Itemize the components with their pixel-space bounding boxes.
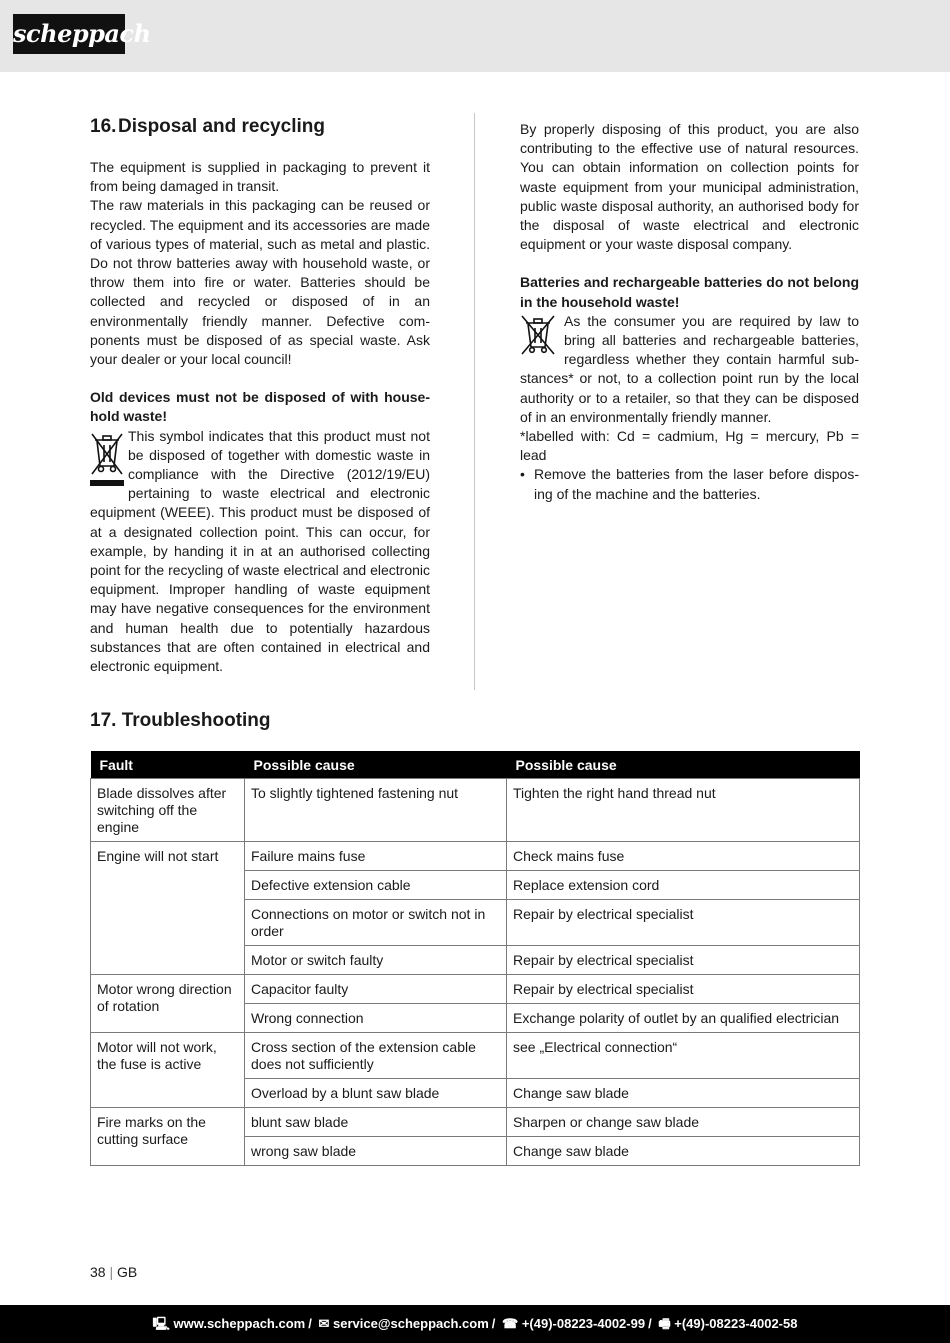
- left-column: [90, 114, 430, 676]
- table-row: [91, 1108, 860, 1137]
- section-16-title: 16.Disposal and recycling: [90, 116, 325, 137]
- table-header-row: [91, 751, 860, 779]
- cause-cell: Cross section of the extension cable does not sufficiently: [245, 1033, 507, 1079]
- cause-cell: Overload by a blunt saw blade: [245, 1079, 507, 1108]
- section-17-title: 17. Troubleshooting: [90, 710, 271, 731]
- fault-cell: Motor wrong direction of rotation: [91, 975, 245, 1033]
- labelled-note: *labelled with: Cd = cadmium, Hg = mercury, Pb = lead: [520, 428, 859, 464]
- weee-paragraph: This symbol indicates that this product must not be disposed of together with domestic waste in compliance with the Directive (2012/19/EU) pertaining to waste electrical and electronic equipment (WEEE). This product must be disposed of at a designated collection point. This can occur, for example, by handing it in at an authorised collecting point for the recycling of waste electrical and electronic equipment. Improper handling of waste equipment may have negative consequences for the environment and human health due to potentially hazardous substances that are often contained in electrical and electronic equipment.: [90, 427, 430, 675]
- website-link[interactable]: www.scheppach.com: [173, 1316, 306, 1331]
- natural-resources-paragraph: By properly disposing of this product, you are also contributing to the effective use of natural resources. You can obtain information on collection points for waste equipment from your municipal administration, public waste disposal authority, an authorised body for the disposal of waste electrical and electronic equipment or your waste disposal company.: [520, 121, 859, 253]
- troubleshooting-table: [90, 751, 860, 1166]
- column-header-cause: Possible cause: [245, 751, 507, 779]
- phone-number: +(49)-08223-4002-99: [521, 1316, 646, 1331]
- remedy-cell: Sharpen or change saw blade: [507, 1108, 860, 1137]
- bullet-item: • Remove the batteries from the laser before disposing of the machine and the batteries.: [520, 465, 859, 503]
- page-number: 38 | GB: [90, 1264, 138, 1280]
- old-devices-heading: Old devices must not be disposed of with household waste!: [90, 389, 430, 425]
- table-row: [91, 975, 860, 1004]
- fault-cell: Motor will not work, the fuse is active: [91, 1033, 245, 1108]
- fault-cell: Blade dissolves after switching off the engine: [91, 779, 245, 842]
- batteries-paragraph: As the consumer you are required by law to bring all batteries and rechargeable batteries, regardless whether they contain harmful substances* or not, to a collection point run by the local authority or to a retailer, so that they can be disposed of in an environmentally friendly manner.: [520, 312, 859, 425]
- cause-cell: Motor or switch faulty: [245, 946, 507, 975]
- header-bar: [0, 0, 950, 72]
- bullet-text: Remove the batteries from the laser before disposing of the machine and the batteries.: [534, 466, 859, 502]
- remedy-cell: Tighten the right hand thread nut: [507, 779, 860, 842]
- cause-cell: Failure mains fuse: [245, 842, 507, 871]
- fax-icon: 🖷: [658, 1316, 671, 1331]
- remedy-cell: Repair by electrical specialist: [507, 975, 860, 1004]
- remedy-cell: Change saw blade: [507, 1137, 860, 1166]
- column-header-fault: Fault: [91, 751, 245, 779]
- fax-number: +(49)-08223-4002-58: [674, 1316, 798, 1331]
- remedy-cell: Repair by electrical specialist: [507, 900, 860, 946]
- remedy-cell: Change saw blade: [507, 1079, 860, 1108]
- email-icon: ✉: [318, 1316, 330, 1331]
- cause-cell: Capacitor faulty: [245, 975, 507, 1004]
- column-header-remedy: Possible cause: [507, 751, 860, 779]
- right-column: [520, 120, 859, 504]
- battery-bin-icon: [520, 314, 556, 361]
- scheppach-logo[interactable]: scheppach: [13, 14, 125, 54]
- table-row: [91, 842, 860, 871]
- remedy-cell: see „Electrical connection“: [507, 1033, 860, 1079]
- cause-cell: wrong saw blade: [245, 1137, 507, 1166]
- cause-cell: blunt saw blade: [245, 1108, 507, 1137]
- column-divider: [474, 113, 475, 690]
- table-row: [91, 1033, 860, 1079]
- cause-cell: Connections on motor or switch not in order: [245, 900, 507, 946]
- table-row: [91, 779, 860, 842]
- remedy-cell: Check mains fuse: [507, 842, 860, 871]
- fault-cell: Engine will not start: [91, 842, 245, 975]
- footer-bar: 🖳 www.scheppach.com / ✉ service@scheppach.com / ☎ +(49)-08223-4002-99 / 🖷 +(49)-08223-4002-58: [0, 1305, 950, 1343]
- weee-bin-icon: [90, 430, 124, 493]
- batteries-heading: Batteries and rechargeable batteries do not belong in the household waste!: [520, 274, 859, 310]
- remedy-cell: Repair by electrical specialist: [507, 946, 860, 975]
- packaging-paragraph: The equipment is supplied in packaging to prevent it from being damaged in transit.: [90, 159, 430, 195]
- email-link[interactable]: service@scheppach.com: [333, 1316, 489, 1331]
- cause-cell: To slightly tightened fastening nut: [245, 779, 507, 842]
- computer-icon: 🖳: [152, 1316, 170, 1331]
- cause-cell: Wrong connection: [245, 1004, 507, 1033]
- cause-cell: Defective extension cable: [245, 871, 507, 900]
- raw-materials-paragraph: The raw materials in this packaging can be reused or recycled. The equipment and its accessories are made of various types of material, such as metal and plastic. Do not throw batteries away with household waste, or throw them into fire or water. Batteries should be collected and recycled or disposed of in an environmentally friendly manner. Defective components must be disposed of as special waste. Ask your dealer or your local council!: [90, 197, 430, 368]
- remedy-cell: Exchange polarity of outlet by an qualified electrician: [507, 1004, 860, 1033]
- fault-cell: Fire marks on the cutting surface: [91, 1108, 245, 1166]
- phone-icon: ☎: [502, 1316, 519, 1331]
- remedy-cell: Replace extension cord: [507, 871, 860, 900]
